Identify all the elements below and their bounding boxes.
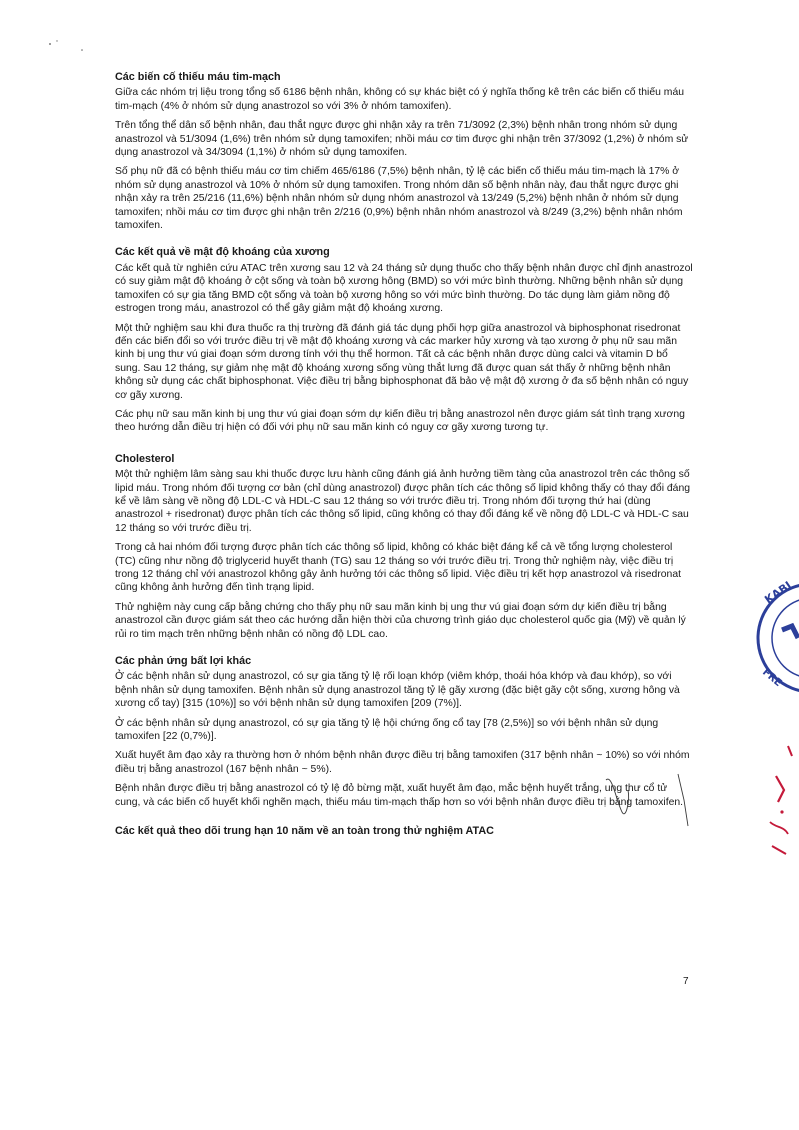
paragraph: Một thử nghiệm lâm sàng sau khi thuốc được lưu hành cũng đánh giá ảnh hưởng tiềm tàng của anastrozol trên các thông số lipid máu. Trong nhóm đối tượng cơ bản (chỉ dùng anastrozol) được phân tích các thông số lipid không thấy có thay đổi đáng kể về lâm sàng về nồng độ LDL-C và HDL-C sau 12 tháng so với trước điều trị. Trong nhóm đối tượng thứ hai (dùng anastrozol + risedronat) được phân tích các thông số lipid, cũng không có thay đổi đáng kể về nồng độ LDL-C và HDL-C sau 12 tháng so với trước điều trị.: [115, 469, 691, 534]
paragraph: Ở các bệnh nhân sử dụng anastrozol, có sự gia tăng tỷ lệ hội chứng ống cổ tay [78 (2,5%)] so với bệnh nhân sử dụng tamoxifen [22 (0,7%)].: [115, 717, 659, 743]
section-heading-bmd: Các kết quả về mật độ khoáng của xương: [115, 246, 330, 259]
paragraph: Các phụ nữ sau mãn kinh bị ung thư vú giai đoạn sớm dự kiến điều trị bằng anastrozol nên được giám sát tình trạng xương theo hướng dẫn điều trị hiện có đối với phụ nữ sau mãn kinh có nguy cơ gãy xương tương tự.: [115, 408, 685, 434]
page-number: 7: [683, 976, 689, 987]
section-heading-cardiovascular: Các biến cố thiếu máu tim-mạch: [115, 71, 281, 83]
paragraph: Trên tổng thể dân số bệnh nhân, đau thắt ngực được ghi nhận xảy ra trên 71/3092 (2,3%) bệnh nhân trong nhóm sử dụng anastrozol và 51/3094 (1,6%) trên nhóm sử dụng tamoxifen; nhồi máu cơ tim được ghi nhận trên 37/3092 (1,2%) ở nhóm sử dụng anastrozol và 34/3094 (1,1%) ở nhóm sử dụng tamoxifen.: [115, 120, 689, 159]
paragraph: Một thử nghiệm sau khi đưa thuốc ra thị trường đã đánh giá tác dụng phối hợp giữa anastrozol và biphosphonat risedronat đến các biến đổi so với trước điều trị về mật độ khoáng xương và các marker hủy xương và tạo xương ở phụ nữ sau mãn kinh bị ung thư vú giai đoạn sớm dương tính với thụ thể hormon. Tất cả các bệnh nhân được dùng calci và vitamin D bổ sung. Sau 12 tháng, sự giảm nhẹ mật độ khoáng xương sống vùng thắt lưng đã được quan sát thấy ở những bệnh nhân không sử dụng các chất biphosphonat. Việc điều trị bằng biphosphonat đã bảo vệ mật độ xương ở đa số bệnh nhân có nguy cơ gãy xương.: [115, 322, 689, 401]
section-heading-atac: Các kết quả theo dõi trung hạn 10 năm về an toàn trong thử nghiệm ATAC: [115, 825, 494, 838]
red-ink-mark: [762, 742, 799, 862]
scan-speck-marks: [46, 38, 86, 58]
paragraph: Số phụ nữ đã có bệnh thiếu máu cơ tim chiếm 465/6186 (7,5%) bệnh nhân, tỷ lệ các biến cố thiếu máu tim-mạch là 17% ở nhóm sử dụng anastrozol và 10% ở nhóm sử dụng tamoxifen. Trong nhóm dân số bệnh nhân này, đau thắt ngực được ghi nhận xảy ra trên 25/216 (11,6%) bệnh nhân nhóm sử dụng nhóm anastrozol và 13/249 (5,2%) bệnh nhân ở nhóm sử dụng tamoxifen; nhồi máu cơ tim được ghi nhận trên 2/216 (0,9%) bệnh nhân nhóm anastrozol và 8/249 (3,2%) bệnh nhân nhóm tamoxifen.: [115, 166, 683, 232]
svg-text:FRE: FRE: [760, 666, 784, 690]
section-cholesterol: [115, 453, 695, 641]
paragraph: Bệnh nhân được điều trị bằng anastrozol có tỷ lệ đỏ bừng mặt, xuất huyết âm đạo, mắc bệnh huyết trắng, ung thư cổ tử cung, và các biến cố huyết khối nghẽn mạch, thiếu máu tim-mạch thấp hơn so với bệnh nhân được điều trị bằng tamoxifen.: [115, 783, 684, 808]
section-heading-cholesterol: Cholesterol: [115, 452, 175, 465]
svg-text:KABI: KABI: [762, 578, 794, 607]
paragraph: Các kết quả từ nghiên cứu ATAC trên xương sau 12 và 24 tháng sử dụng thuốc cho thấy bệnh nhân được chỉ định anastrozol có suy giảm mật độ khoáng ở cột sống và toàn bộ xương hông (BMD) so với mức bình thường. Những bệnh nhân sử dụng tamoxifen có sự gia tăng BMD cột sống và toàn bộ xương hông so với mức bình thường. Do tác dụng làm giảm nồng độ estrogen trong máu, anastrozol có thể gây giảm mật độ khoáng xương.: [115, 262, 693, 315]
document-body: [115, 71, 695, 853]
section-heading-other-ae: Các phản ứng bất lợi khác: [115, 655, 252, 668]
handwritten-scribble: [600, 770, 700, 830]
paragraph: Xuất huyết âm đạo xảy ra thường hơn ở nhóm bệnh nhân được điều trị bằng tamoxifen (317 bệnh nhân ~ 10%) so với nhóm điều trị bằng anastrozol (167 bệnh nhân ~ 5%).: [115, 750, 690, 775]
paragraph: Ở các bệnh nhân sử dụng anastrozol, có sự gia tăng tỷ lệ rối loạn khớp (viêm khớp, thoái hóa khớp và đau khớp), so với bệnh nhân sử dụng tamoxifen. Bệnh nhân sử dụng anastrozol tăng tỷ lệ gãy xương (đặc biệt gãy cột sống, xương hông và xương cổ tay) [315 (10%)] so với bệnh nhân sử dụng tamoxifen [209 (7%)].: [115, 671, 680, 710]
company-stamp-seal: [752, 578, 799, 698]
paragraph: Giữa các nhóm trị liệu trong tổng số 6186 bệnh nhân, không có sự khác biệt có ý nghĩa thống kê trên các biến cố thiếu máu tim-mạch (4% ở nhóm sử dụng anastrozol so với 3% ở nhóm tamoxifen).: [115, 87, 685, 112]
paragraph: Thử nghiệm này cung cấp bằng chứng cho thấy phụ nữ sau mãn kinh bị ung thư vú giai đoạn sớm dự kiến điều trị bằng anastrozol cần được giám sát theo các hướng dẫn hiện thời của chương trình giáo dục cholesterol quốc gia (Mỹ) về quản lý rủi ro tim mạch trên những bệnh nhân có nồng độ LDL cao.: [115, 601, 686, 640]
section-cardiovascular: [115, 71, 695, 232]
section-bone-mineral-density: [115, 246, 695, 434]
paragraph: Trong cả hai nhóm đối tượng được phân tích các thông số lipid, không có khác biệt đáng kể cả về tổng lượng cholesterol (TC) cũng như nồng độ triglycerid huyết thanh (TG) sau 12 tháng so với trước điều trị. Trong thử nghiệm này, việc điều trị trong 12 tháng chỉ với anastrozol không gây ảnh hưởng tới các thông số lipid. Việc điều trị kết hợp anastrozol và risedronat cũng không ảnh hưởng đến tình trạng lipid.: [115, 542, 682, 594]
